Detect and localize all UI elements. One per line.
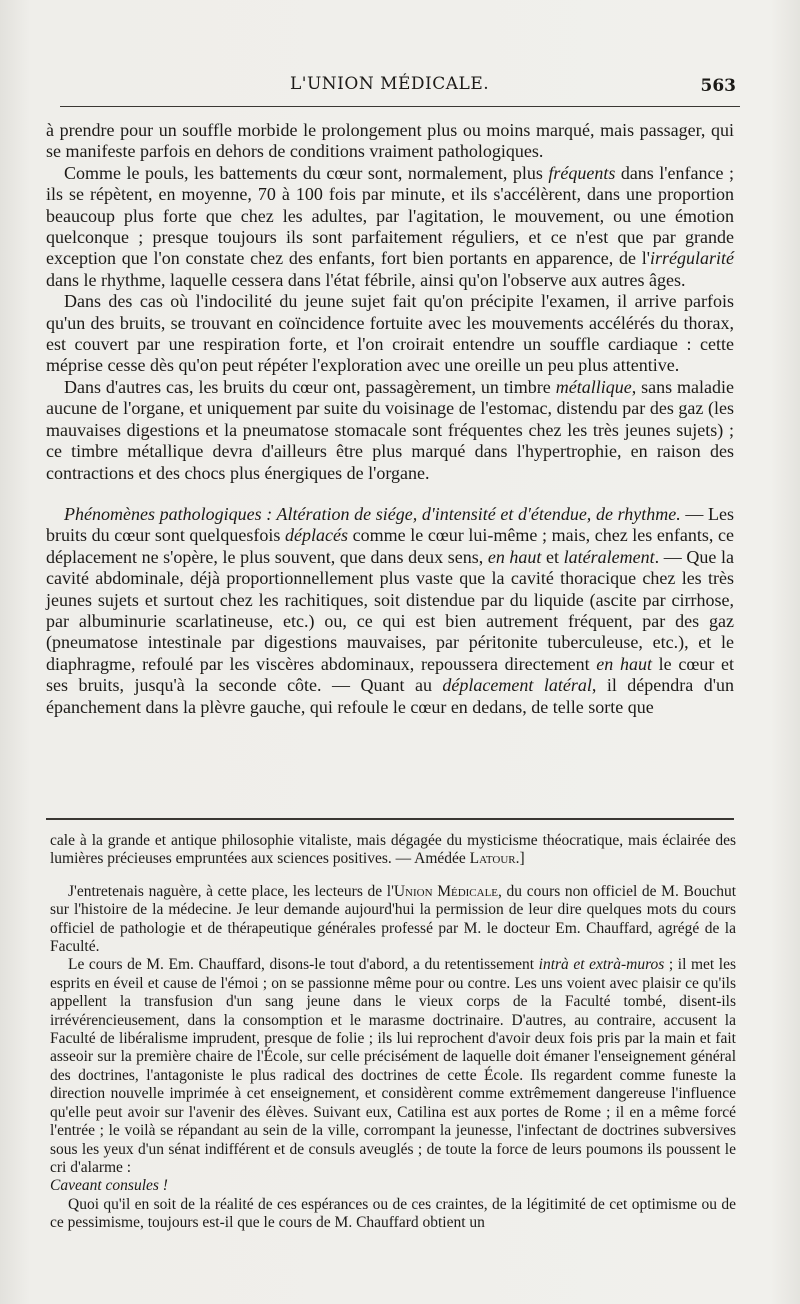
feuilleton-text [50, 832, 736, 1233]
paragraph-pathologic: Phénomènes pathologiques : Altération de siége, d'intensité et d'étendue, de rhythme. — Les bruits du cœur sont quelquesfois déplacés comme le cœur lui-même ; mais, chez les enfants, ce déplacement ne s'opère, le plus souvent, que dans deux sens, en haut et latéralement. — Que la cavité abdominale, déjà proportionnellement plus vaste que la cavité thoracique chez les très jeunes sujets et surtout chez les rachitiques, soit distendue par du liquide (ascite par cirrhose, par albuminurie scarlatineuse, etc.) ou, ce qui est bien autrement fréquent, par des gaz (pneumatose intestinale par digestions mauvaises, par péritonite tuberculeuse, etc.), et le diaphragme, refoulé par les viscères abdominaux, repoussera directement en haut le cœur et ses bruits, jusqu'à la seconde côte. — Quant au déplacement latéral, il dépendra d'un épanchement dans la plèvre gauche, qui refoule le cœur en dedans, de telle sorte que [46, 503, 734, 717]
feuilleton-paragraph-2: J'entretenais naguère, à cette place, les lecteurs de l'Union Médicale, du cours non officiel de M. Bouchut sur l'histoire de la médecine. Je leur demande aujourd'hui la permission de leur dire quelques mots du cours officiel de pathologie et de thérapeutique générales professé par M. le docteur Em. Chauffard, agrégé de la Faculté. [50, 882, 737, 956]
paragraph-3: Dans des cas où l'indocilité du jeune sujet fait qu'on précipite l'examen, il arrive parfois qu'un des bruits, se trouvant en coïncidence fortuite avec les mouvements accélérés du thorax, est couvert par une respiration forte, et l'on croirait entendre un souffle cardiaque : cette méprise cesse dès qu'on peut répéter l'exploration avec une oreille un peu plus attentive. [46, 291, 734, 376]
feuilleton-caveant: Caveant consules ! [50, 1177, 168, 1195]
feuilleton-paragraph-3: Le cours de M. Em. Chauffard, disons-le tout d'abord, a du retentissement intrà et extrà-muros ; il met les esprits en éveil et cause de l'émoi ; on se passionne même pour ou contre. Les uns voient avec plaisir ce qu'ils appellent la transfusion d'un sang jeune dans le vieux corps de la Faculté tombé, disent-ils irrévérencieusement, dans la consomption et le marasme doctrinaire. D'autres, au contraire, accusent la Faculté de libéralisme imprudent, presque de folie ; ils lui reprochent d'avoir deux fois pris par la main et fait asseoir sur la première chaire de l'École, sur celle précisément de laquelle doit émaner l'enseignement général des doctrines, l'antagoniste le plus radical des doctrines de cette École. Ils regardent comme funeste la direction nouvelle imprimée à cet enseignement, et considèrent comme extrêmement dangereuse l'influence qu'elle peut avoir sur l'avenir des élèves. Suivant eux, Catilina est aux portes de Rome ; il en a même forcé l'entrée ; le voilà se répandant au sein de la ville, corrompant la jeunesse, l'infectant de doctrines subversives sous les yeux d'un sénat indifférent et de consuls aveuglés ; de toute la force de leurs poumons ils poussent le cri d'alarme : [50, 956, 736, 1176]
paragraph-4: Dans d'autres cas, les bruits du cœur ont, passagèrement, un timbre métallique, sans maladie aucune de l'organe, et uniquement par suite du voisinage de l'estomac, distendu par des gaz (les mauvaises digestions et la pneumatose stomacale sont fréquentes chez les très jeunes sujets) ; ce timbre métallique devra d'ailleurs être plus marqué dans l'hypertrophie, en raison des contractions et des chocs plus énergiques de l'organe. [46, 376, 734, 483]
section-heading: Phénomènes pathologiques : Altération de siége, d'intensité et d'étendue, de rhythme. [64, 503, 681, 524]
paragraph-1: à prendre pour un souffle morbide le prolongement plus ou moins marqué, mais passager, qui se manifeste parfois en dehors de conditions vraiment pathologiques. [46, 120, 734, 162]
page-number: 563 [700, 76, 736, 96]
header-rule [60, 106, 740, 107]
feuilleton-paragraph-4: Quoi qu'il en soit de la réalité de ces espérances ou de ces craintes, de la légitimité de cet optimisme ou de ce pessimisme, toujours est-il que le cours de M. Chauffard obtient un [50, 1195, 736, 1232]
feuilleton-paragraph-1: cale à la grande et antique philosophie vitaliste, mais dégagée du mysticisme théocratique, mais éclairée des lumières précieuses empruntées aux sciences positives. — Amédée Latour.] [50, 832, 736, 868]
journal-title: L'UNION MÉDICALE. [290, 74, 490, 94]
feuilleton-rule [46, 818, 734, 820]
paragraph-2: Comme le pouls, les battements du cœur sont, normalement, plus fréquents dans l'enfance ; ils se répètent, en moyenne, 70 à 100 fois par minute, et ils s'accélèrent, dans une proportion beaucoup plus forte que chez les adultes, par l'agitation, le mouvement, ou une émotion quelconque ; presque toujours ils sont parfaitement réguliers, et ce n'est que par grande exception que l'on constate chez des enfants, fort bien portants en apparence, de l'irrégularité dans le rhythme, laquelle cessera dans l'état fébrile, ainsi qu'on l'observe aux autres âges. [46, 162, 734, 290]
running-head [0, 74, 800, 104]
main-text [46, 120, 734, 718]
